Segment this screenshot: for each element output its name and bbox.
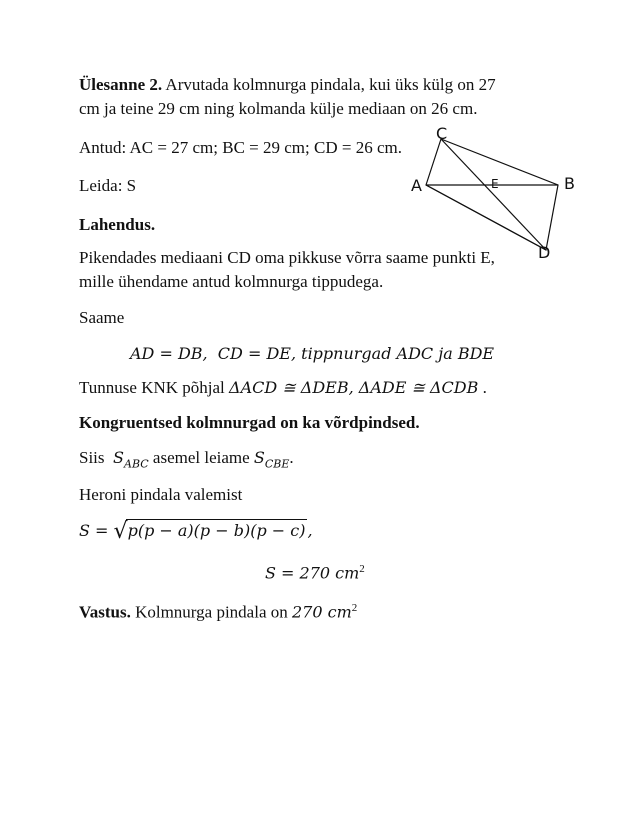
- congruence-prefix: Tunnuse KNK põhjal: [79, 378, 230, 397]
- point-label-c: C: [436, 124, 448, 143]
- s-cbe-symbol: S: [253, 448, 265, 467]
- s-cbe-subscript: CBE: [264, 457, 290, 471]
- congruence-formula: ΔACD ≅ ΔDEB, ΔADE ≅ ΔCDB: [229, 378, 479, 397]
- square-root-icon: √: [113, 519, 128, 544]
- formula-comma: ,: [307, 521, 313, 540]
- heron-formula: [79, 519, 313, 542]
- segment-ae: [426, 185, 546, 250]
- point-label-a: A: [411, 176, 422, 195]
- answer-label: Vastus.: [79, 602, 131, 622]
- saame-line: Saame: [79, 308, 125, 327]
- point-label-d: D: [538, 243, 551, 262]
- congruent-equal-area-line: Kongruentsed kolmnurgad on ka võrdpindsed.: [79, 413, 420, 432]
- triangle-figure: [396, 122, 596, 262]
- solution-heading: Lahendus.: [79, 215, 156, 234]
- answer-line: [79, 597, 357, 624]
- siis-suffix: .: [289, 448, 294, 467]
- point-label-e: E: [491, 177, 499, 191]
- result-value: S = 270 cm: [265, 563, 360, 583]
- solution-line-2: mille ühendame antud kolmnurga tippudega.: [79, 272, 384, 291]
- result-line: [265, 558, 365, 585]
- asemel-text: asemel leiame: [148, 448, 254, 467]
- result-exponent: 2: [359, 563, 365, 575]
- problem-title: Ülesanne 2.: [79, 75, 163, 94]
- segment-ce: [441, 139, 546, 250]
- equalities-line: AD = DB, CD = DE, tippnurgad ADC ja BDE: [130, 344, 495, 363]
- find-line: Leida: S: [79, 176, 137, 195]
- point-label-b: B: [564, 174, 575, 193]
- given-line: Antud: AC = 27 cm; BC = 29 cm; CD = 26 cm.: [79, 138, 402, 157]
- siis-prefix: Siis: [79, 448, 114, 467]
- heron-line: Heroni pindala valemist: [79, 485, 243, 504]
- solution-line-1: Pikendades mediaani CD oma pikkuse võrra saame punkti E,: [79, 248, 495, 267]
- problem-statement-line-1: [79, 74, 496, 96]
- problem-statement-line-2: cm ja teine 29 cm ning kolmanda külje mediaan on 26 cm.: [79, 99, 478, 118]
- answer-text: Kolmnurga pindala on: [130, 602, 292, 622]
- formula-radicand: p(p − a)(p − b)(p − c): [127, 521, 306, 540]
- s-abc-symbol: S: [113, 448, 124, 467]
- congruence-suffix: .: [478, 378, 487, 397]
- formula-left: S =: [79, 521, 114, 540]
- answer-exponent: 2: [351, 602, 358, 614]
- siis-line: [79, 447, 294, 475]
- answer-value: 270 cm: [292, 602, 352, 622]
- parallelogram-outline: [426, 139, 558, 250]
- problem-text-1: Arvutada kolmnurga pindala, kui üks külg on 27: [162, 75, 496, 94]
- congruence-line: [79, 377, 487, 399]
- s-abc-subscript: ABC: [124, 457, 149, 471]
